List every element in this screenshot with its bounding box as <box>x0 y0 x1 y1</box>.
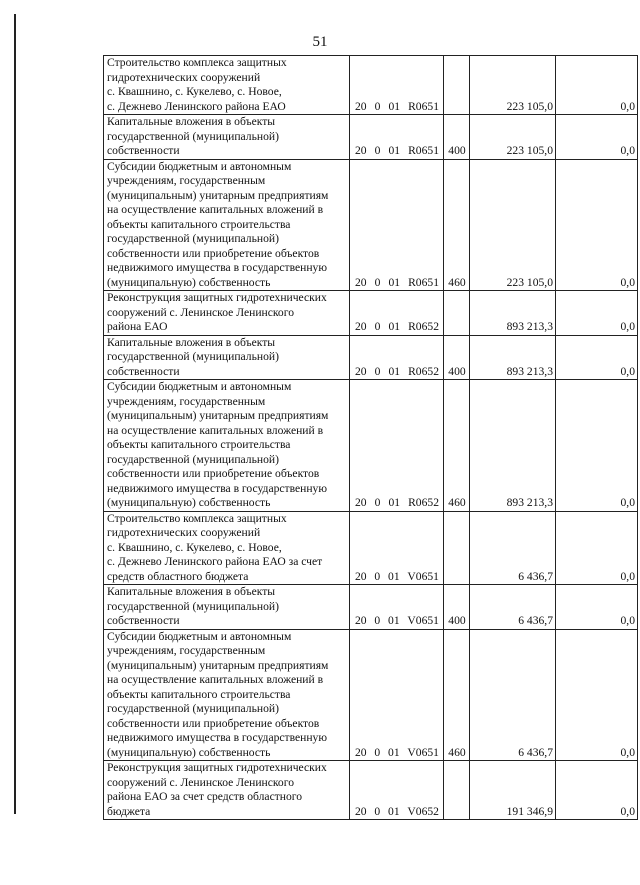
code-part: R0651 <box>408 144 439 157</box>
code-parts <box>353 276 441 291</box>
row-code-cell <box>350 115 444 160</box>
code-part: 01 <box>388 364 401 378</box>
code-part: 20 <box>355 275 367 289</box>
row-name-cell: Субсидии бюджетным и автономным учреждениям, государственным (муниципальным) унитарным предприятиям на осуществление капитальных вложений в объекты капитального строительства государственной (муниципальной) собственности или приобретение объектов недвижимого имущества в государственную (муниципальную) собственность <box>104 159 350 291</box>
code-parts <box>353 496 441 511</box>
row-expense-type-cell <box>444 291 470 336</box>
row-amount-2-cell: 0,0 <box>556 291 638 336</box>
code-part: 01 <box>388 99 401 113</box>
code-part: V0651 <box>407 745 439 759</box>
code-part: V0651 <box>407 569 439 583</box>
row-expense-type-cell: 460 <box>444 629 470 761</box>
row-code-cell <box>350 159 444 291</box>
code-part: 0 <box>374 745 381 759</box>
budget-table <box>103 55 638 820</box>
code-part: 20 <box>355 614 367 627</box>
code-part: 20 <box>355 364 367 378</box>
row-amount-cell: 893 213,3 <box>470 335 556 380</box>
row-expense-type-cell: 400 <box>444 585 470 630</box>
code-part: 20 <box>355 320 367 333</box>
code-part: 20 <box>355 745 367 759</box>
row-name-cell: Реконструкция защитных гидротехнических сооружений с. Ленинское Ленинского района ЕАО за счет средств областного бюджета <box>104 761 350 820</box>
row-expense-type-cell <box>444 761 470 820</box>
row-amount-2-cell: 0,0 <box>556 335 638 380</box>
code-part: V0652 <box>407 804 439 818</box>
row-code-cell <box>350 761 444 820</box>
row-amount-2-cell: 0,0 <box>556 511 638 585</box>
budget-table-body <box>104 56 638 820</box>
code-part: 0 <box>374 569 381 583</box>
table-row <box>104 629 638 761</box>
table-row <box>104 291 638 336</box>
row-name-cell: Капитальные вложения в объекты государственной (муниципальной) собственности <box>104 115 350 160</box>
code-part: 01 <box>388 614 400 627</box>
code-parts <box>353 144 441 159</box>
code-parts <box>353 365 441 380</box>
row-amount-cell: 223 105,0 <box>470 56 556 115</box>
code-part: 01 <box>388 320 401 333</box>
code-part: 01 <box>388 496 401 509</box>
row-expense-type-cell: 400 <box>444 335 470 380</box>
row-expense-type-cell: 400 <box>444 115 470 160</box>
row-amount-2-cell: 0,0 <box>556 585 638 630</box>
row-amount-cell: 6 436,7 <box>470 585 556 630</box>
code-part: R0651 <box>408 275 439 289</box>
row-expense-type-cell: 460 <box>444 159 470 291</box>
table-row <box>104 380 638 512</box>
row-name-cell: Капитальные вложения в объекты государственной (муниципальной) собственности <box>104 335 350 380</box>
code-part: 20 <box>355 569 367 583</box>
row-amount-2-cell: 0,0 <box>556 159 638 291</box>
code-part: 0 <box>374 144 381 157</box>
row-name-cell: Строительство комплекса защитных гидротехнических сооружений с. Квашнино, с. Кукелево, с. Новое, с. Дежнево Ленинского района ЕАО <box>104 56 350 115</box>
code-part: 20 <box>355 804 367 818</box>
row-code-cell <box>350 585 444 630</box>
table-row <box>104 159 638 291</box>
code-parts <box>353 614 441 629</box>
row-expense-type-cell <box>444 511 470 585</box>
code-part: 0 <box>374 275 381 289</box>
code-parts <box>353 746 441 761</box>
code-part: R0652 <box>408 320 439 333</box>
table-row <box>104 115 638 160</box>
row-amount-cell: 6 436,7 <box>470 629 556 761</box>
scan-margin-line <box>14 14 16 814</box>
code-part: 01 <box>388 804 400 818</box>
table-row <box>104 56 638 115</box>
row-amount-cell: 191 346,9 <box>470 761 556 820</box>
row-name-cell: Реконструкция защитных гидротехнических сооружений с. Ленинское Ленинского района ЕАО <box>104 291 350 336</box>
table-row <box>104 511 638 585</box>
row-amount-cell: 223 105,0 <box>470 115 556 160</box>
row-name-cell: Капитальные вложения в объекты государственной (муниципальной) собственности <box>104 585 350 630</box>
row-amount-2-cell: 0,0 <box>556 56 638 115</box>
table-row <box>104 335 638 380</box>
code-part: 01 <box>388 275 401 289</box>
row-code-cell <box>350 56 444 115</box>
code-part: 0 <box>374 496 381 509</box>
code-part: 0 <box>374 364 381 378</box>
code-parts <box>353 100 441 115</box>
row-expense-type-cell: 460 <box>444 380 470 512</box>
code-part: 0 <box>374 614 381 627</box>
code-part: 20 <box>355 496 367 509</box>
table-row <box>104 761 638 820</box>
row-code-cell <box>350 511 444 585</box>
row-code-cell <box>350 335 444 380</box>
code-part: R0652 <box>408 364 439 378</box>
code-parts <box>353 805 441 820</box>
code-part: V0651 <box>407 614 439 627</box>
row-name-cell: Субсидии бюджетным и автономным учреждениям, государственным (муниципальным) унитарным предприятиям на осуществление капитальных вложений в объекты капитального строительства государственной (муниципальной) собственности или приобретение объектов недвижимого имущества в государственную (муниципальную) собственность <box>104 629 350 761</box>
code-part: 01 <box>388 745 400 759</box>
code-part: 0 <box>374 320 381 333</box>
row-name-cell: Строительство комплекса защитных гидротехнических сооружений с. Квашнино, с. Кукелево, с. Новое, с. Дежнево Ленинского района ЕАО за счет средств областного бюджета <box>104 511 350 585</box>
code-parts <box>353 570 441 585</box>
code-part: 01 <box>388 569 400 583</box>
row-amount-cell: 6 436,7 <box>470 511 556 585</box>
row-amount-cell: 223 105,0 <box>470 159 556 291</box>
row-amount-2-cell: 0,0 <box>556 380 638 512</box>
code-part: 0 <box>374 99 381 113</box>
row-name-cell: Субсидии бюджетным и автономным учреждениям, государственным (муниципальным) унитарным предприятиям на осуществление капитальных вложений в объекты капитального строительства государственной (муниципальной) собственности или приобретение объектов недвижимого имущества в государственную (муниципальную) собственность <box>104 380 350 512</box>
page-number: 51 <box>312 34 328 50</box>
table-row <box>104 585 638 630</box>
code-part: 20 <box>355 144 367 157</box>
code-part: 0 <box>374 804 381 818</box>
row-expense-type-cell <box>444 56 470 115</box>
row-code-cell <box>350 380 444 512</box>
row-code-cell <box>350 291 444 336</box>
row-amount-2-cell: 0,0 <box>556 629 638 761</box>
row-amount-cell: 893 213,3 <box>470 291 556 336</box>
row-amount-2-cell: 0,0 <box>556 115 638 160</box>
row-amount-cell: 893 213,3 <box>470 380 556 512</box>
code-parts <box>353 320 441 335</box>
code-part: R0651 <box>408 99 439 113</box>
row-code-cell <box>350 629 444 761</box>
code-part: R0652 <box>408 496 439 509</box>
row-amount-2-cell: 0,0 <box>556 761 638 820</box>
code-part: 20 <box>355 99 367 113</box>
code-part: 01 <box>388 144 401 157</box>
